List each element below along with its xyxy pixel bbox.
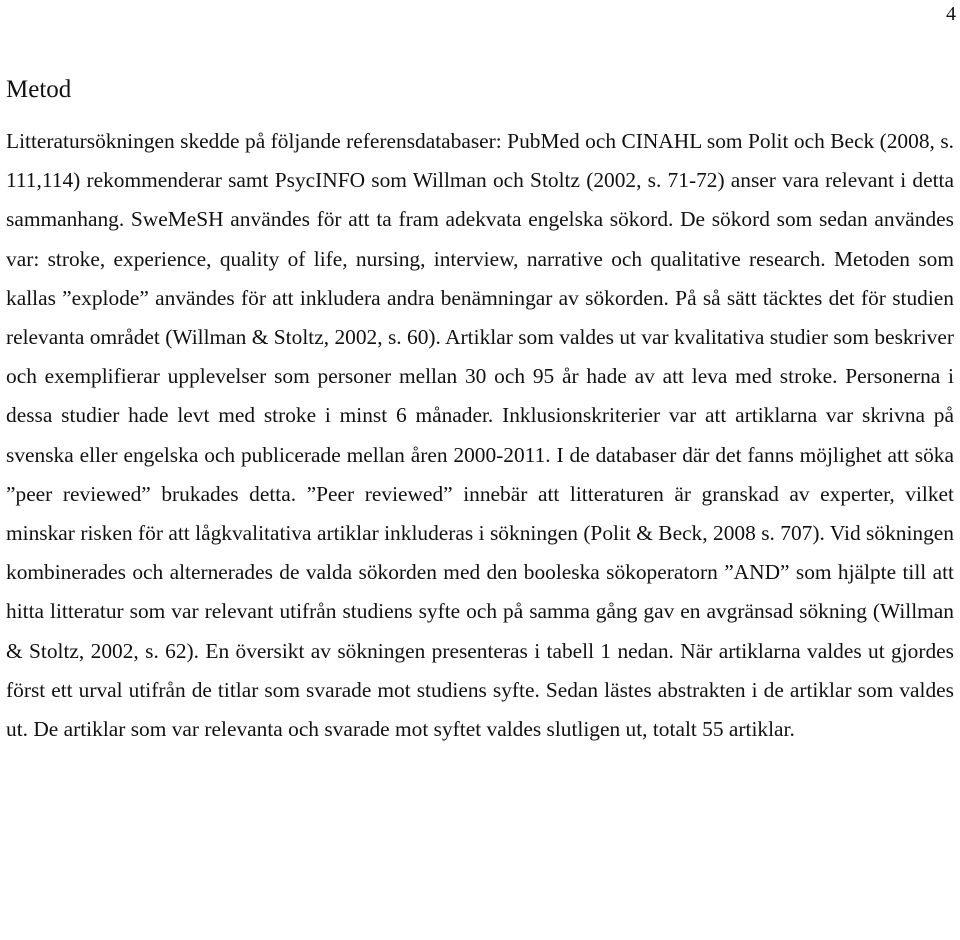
page-number: 4 — [946, 3, 956, 25]
body-paragraph: Litteratursökningen skedde på följande referensdatabaser: PubMed och CINAHL som Polit och Beck (2008, s. 111,114) rekommenderar samt PsycINFO som Willman och Stoltz (2002, s. 71-72) anser vara relevant i detta sammanhang. SweMeSH användes för att ta fram adekvata engelska sökord. De sökord som sedan användes var: stroke, experience, quality of life, nursing, interview, narrative och qualitative research. Metoden som kallas ”explode” användes för att inkludera andra benämningar av sökorden. På så sätt täcktes det för studien relevanta området (Willman & Stoltz, 2002, s. 60). Artiklar som valdes ut var kvalitativa studier som beskriver och exemplifierar upplevelser som personer mellan 30 och 95 år hade av att leva med stroke. Personerna i dessa studier hade levt med stroke i minst 6 månader. Inklusionskriterier var att artiklarna var skrivna på svenska eller engelska och publicerade mellan åren 2000-2011. I de databaser där det fanns möjlighet att söka ”peer reviewed” brukades detta. ”Peer reviewed” innebär att litteraturen är granskad av experter, vilket minskar risken för att lågkvalitativa artiklar inkluderas i sökningen (Polit & Beck, 2008 s. 707). Vid sökningen kombinerades och alternerades de valda sökorden med den booleska sökoperatorn ”AND” som hjälpte till att hitta litteratur som var relevant utifrån studiens syfte och på samma gång gav en avgränsad sökning (Willman & Stoltz, 2002, s. 62). En översikt av sökningen presenteras i tabell 1 nedan. När artiklarna valdes ut gjordes först ett urval utifrån de titlar som svarade mot studiens syfte. Sedan lästes abstrakten i de artiklar som valdes ut. De artiklar som var relevanta och svarade mot syftet valdes slutligen ut, totalt 55 artiklar. — [6, 129, 954, 742]
section-heading: Metod — [6, 76, 72, 103]
